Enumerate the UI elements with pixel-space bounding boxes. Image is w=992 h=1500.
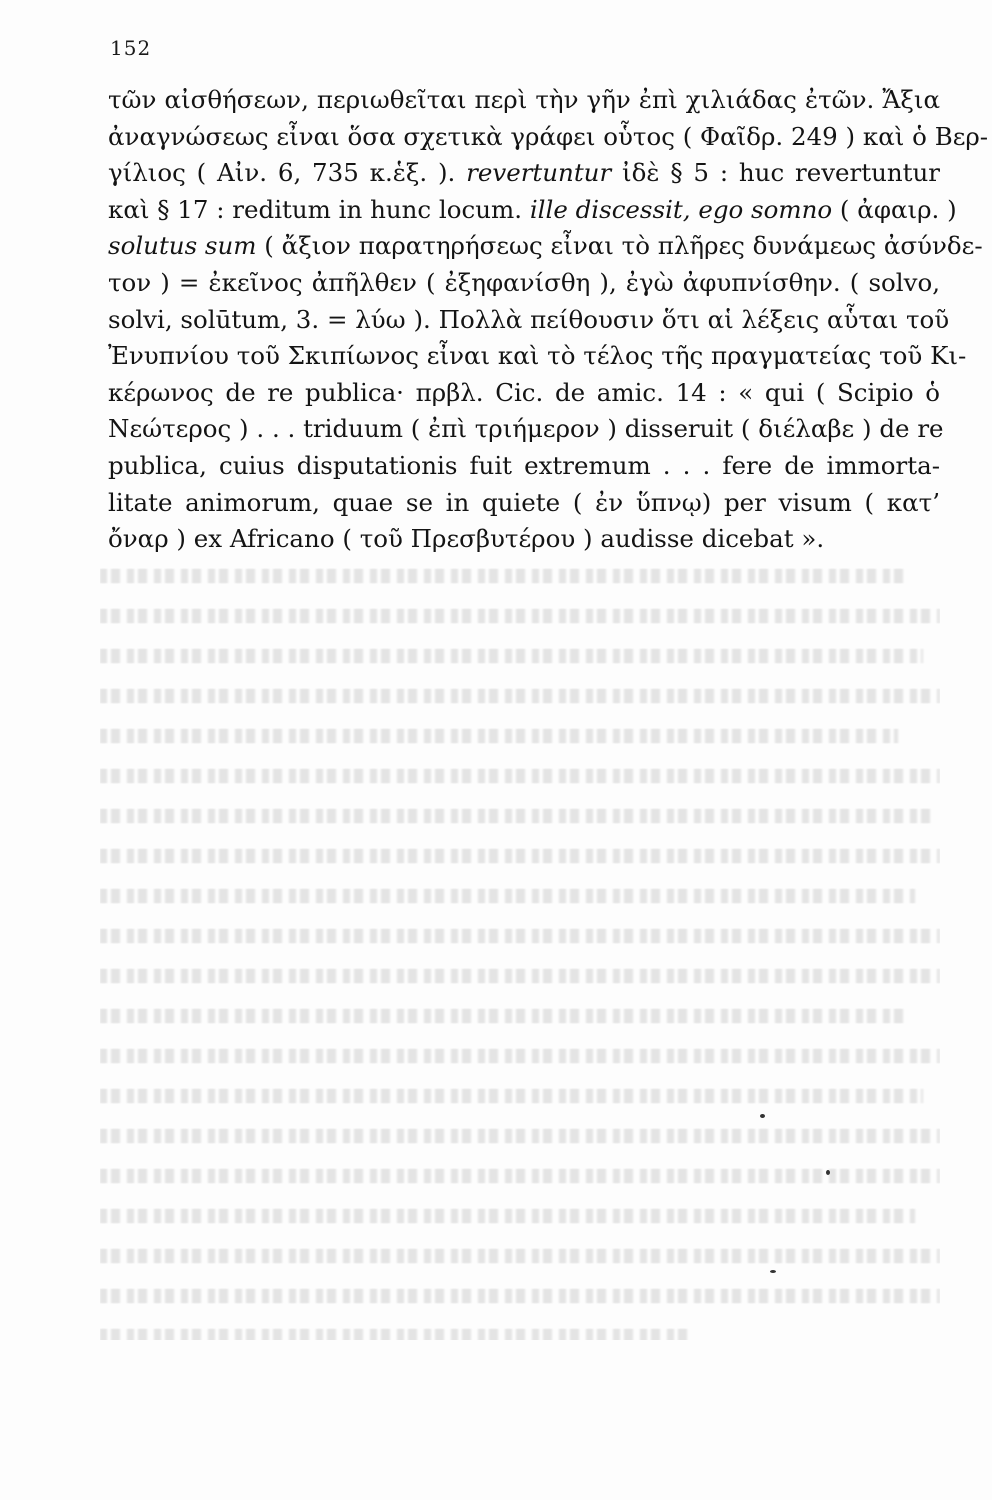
text-run: ( ἄξιον παρατηρήσεως εἶναι τὸ πλῆρες δυνάμεως ἀσύνδε-	[256, 231, 983, 261]
text-line	[108, 228, 983, 265]
page-number: 152	[110, 36, 152, 60]
text-run: τον ) = ἐκεῖνος ἀπῆλθεν ( ἐξηφανίσθη ), ἐγὼ ἀφυπνίσθην. ( solvo,	[108, 267, 940, 297]
text-run: κέρωνος de re publica· πρβλ. Cic. de amic. 14 : « qui ( Scipio ὁ	[108, 377, 940, 407]
text-line	[108, 485, 940, 522]
text-run: litate animorum, quae se in quiete ( ἐν ὕπνῳ) per visum ( κατ’	[108, 487, 940, 517]
show-through-text	[100, 560, 940, 1340]
body-text	[108, 82, 989, 558]
text-run: solvi, solūtum, 3. = λύω ). Πολλὰ πείθουσιν ὅτι αἱ λέξεις αὗται τοῦ	[108, 304, 950, 334]
text-run: γίλιος ( Αἰν. 6, 735 κ.ἑξ. ).	[108, 158, 467, 188]
text-line	[108, 448, 940, 485]
italic-run: ille discessit, ego somno	[529, 194, 833, 224]
text-line	[108, 338, 967, 375]
text-run: καὶ § 17 : reditum in hunc locum.	[108, 194, 530, 224]
text-line	[108, 192, 957, 229]
text-line	[108, 375, 940, 412]
text-run: Ἐνυπνίου τοῦ Σκιπίωνος εἶναι καὶ τὸ τέλος τῆς πραγματείας τοῦ Κι-	[108, 341, 967, 371]
text-line	[108, 521, 940, 558]
text-run: publica, cuius disputationis fuit extremum . . . fere de immorta-	[108, 450, 940, 480]
text-line	[108, 155, 940, 192]
italic-run: solutus sum	[108, 231, 257, 261]
text-line	[108, 119, 989, 156]
text-line	[108, 82, 940, 119]
text-run: τῶν αἰσθήσεων, περιωθεῖται περὶ τὴν γῆν ἐπὶ χιλιάδας ἐτῶν. Ἄξια	[108, 85, 940, 114]
text-line	[108, 411, 944, 448]
text-line	[108, 302, 950, 339]
text-run: ὄναρ ) ex Africano ( τοῦ Πρεσβυτέρου ) audisse dicebat ».	[108, 524, 825, 554]
text-run: ἰδὲ § 5 : huc revertuntur	[611, 158, 940, 188]
text-run: Νεώτερος ) . . . triduum ( ἐπὶ τριήμερον ) disseruit ( διέλαβε ) de re	[108, 414, 944, 444]
text-run: ( ἀφαιρ. )	[832, 194, 957, 224]
text-line	[108, 265, 940, 302]
italic-run: revertuntur	[466, 158, 612, 188]
text-run: ἀναγνώσεως εἶναι ὅσα σχετικὰ γράφει οὗτος ( Φαῖδρ. 249 ) καὶ ὁ Βερ-	[108, 121, 989, 151]
